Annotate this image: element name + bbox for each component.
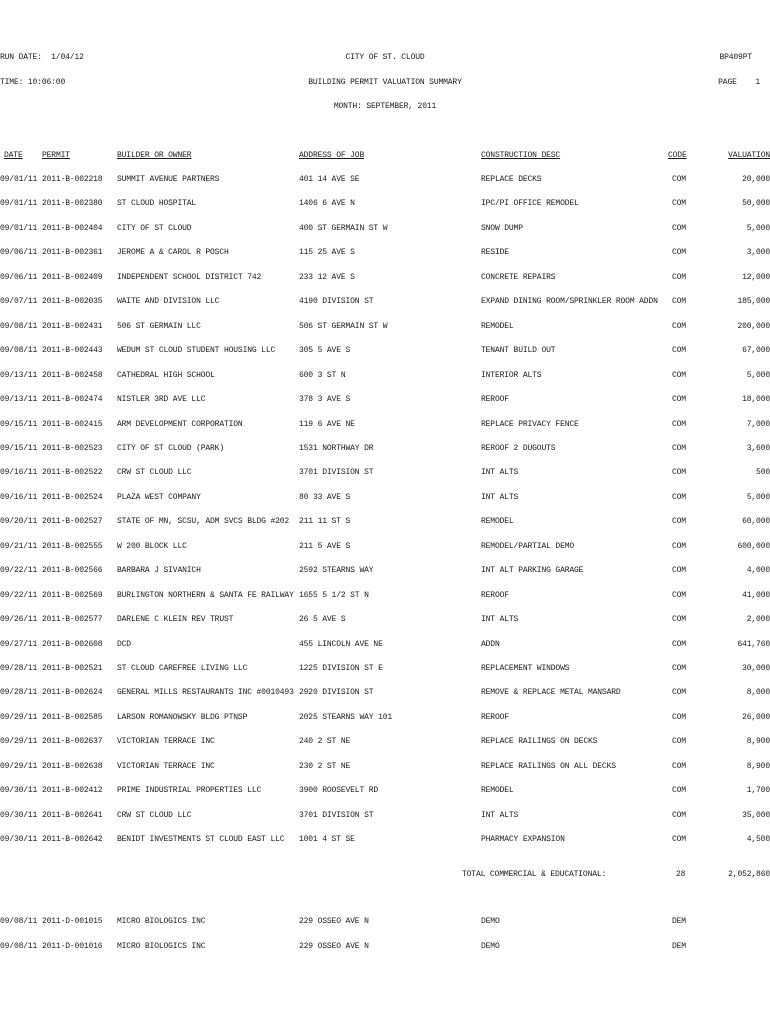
cell-permit: 2011-B-002523 xyxy=(42,443,103,453)
cell-permit: 2011-B-002458 xyxy=(42,370,103,380)
cell-builder: CITY OF ST CLOUD (PARK) xyxy=(117,443,224,453)
cell-date: 09/08/11 xyxy=(0,941,38,951)
cell-address: 229 OSSEO AVE N xyxy=(299,941,369,951)
cell-desc: REMODEL xyxy=(481,321,514,331)
cell-permit: 2011-B-002569 xyxy=(42,590,103,600)
col-date: DATE xyxy=(4,151,23,160)
table-row xyxy=(0,443,770,455)
cell-desc: DEMO xyxy=(481,941,500,951)
cell-builder: BARBARA J SIVANICH xyxy=(117,566,201,576)
cell-valuation: 8,900 xyxy=(746,761,770,771)
cell-address: 378 3 AVE S xyxy=(299,395,351,405)
cell-builder: VICTORIAN TERRACE INC xyxy=(117,761,215,771)
cell-permit: 2011-B-002218 xyxy=(42,175,103,184)
cell-desc: ADDN xyxy=(481,639,500,649)
total-label: TOTAL COMMERCIAL & EDUCATIONAL: xyxy=(462,870,607,879)
cell-valuation: 200,000 xyxy=(737,321,770,331)
cell-permit: 2011-B-002577 xyxy=(42,615,103,625)
report-title: BUILDING PERMIT VALUATION SUMMARY xyxy=(308,78,462,87)
cell-desc: REROOF xyxy=(481,712,509,722)
cell-date: 09/22/11 xyxy=(0,566,38,576)
cell-code: COM xyxy=(672,175,686,184)
cell-valuation: 8,900 xyxy=(746,737,770,747)
table-row xyxy=(0,941,770,953)
page-number: PAGE 1 xyxy=(718,78,760,87)
cell-date: 09/27/11 xyxy=(0,639,38,649)
cell-permit: 2011-B-002555 xyxy=(42,541,103,551)
cell-builder: JEROME A & CAROL R POSCH xyxy=(117,248,229,258)
cell-date: 09/15/11 xyxy=(0,443,38,453)
cell-permit: 2011-B-002566 xyxy=(42,566,103,576)
cell-permit: 2011-B-002412 xyxy=(42,786,103,796)
cell-code: COM xyxy=(672,321,686,331)
cell-desc: INT ALTS xyxy=(481,615,519,625)
cell-date: 09/30/11 xyxy=(0,835,38,845)
table-row xyxy=(0,541,770,553)
city-name: CITY OF ST. CLOUD xyxy=(345,53,425,62)
run-time: TIME: 10:06:00 xyxy=(0,78,66,87)
cell-address: 1655 5 1/2 ST N xyxy=(299,590,369,600)
cell-builder: INDEPENDENT SCHOOL DISTRICT 742 xyxy=(117,272,262,282)
cell-builder: PLAZA WEST COMPANY xyxy=(117,492,201,502)
table-row xyxy=(0,639,770,651)
col-builder: BUILDER OR OWNER xyxy=(117,151,192,160)
cell-address: 1406 6 AVE N xyxy=(299,199,355,209)
cell-valuation: 12,000 xyxy=(742,272,770,282)
cell-code: COM xyxy=(672,664,686,673)
cell-address: 1531 NORTHWAY DR xyxy=(299,443,374,453)
cell-date: 09/13/11 xyxy=(0,370,38,380)
cell-code: COM xyxy=(672,272,686,282)
cell-address: 305 5 AVE S xyxy=(299,346,351,356)
cell-code: COM xyxy=(672,492,686,502)
cell-valuation: 3,000 xyxy=(746,248,770,258)
cell-builder: CITY OF ST CLOUD xyxy=(117,223,192,233)
cell-code: COM xyxy=(672,712,686,722)
cell-valuation: 3,600 xyxy=(746,443,770,453)
cell-permit: 2011-B-002641 xyxy=(42,810,103,820)
col-desc: CONSTRUCTION DESC xyxy=(481,151,561,160)
table-row xyxy=(0,516,770,528)
col-address: ADDRESS OF JOB xyxy=(299,151,365,160)
cell-address: 229 OSSEO AVE N xyxy=(299,917,369,926)
cell-valuation: 7,000 xyxy=(746,419,770,429)
cell-desc: IPC/PI OFFICE REMODEL xyxy=(481,199,579,209)
cell-desc: REMODEL xyxy=(481,517,514,527)
cell-address: 600 3 ST N xyxy=(299,370,346,380)
cell-code: COM xyxy=(672,615,686,625)
cell-builder: LARSON ROMANOWSKY BLDG PTNSP xyxy=(117,712,248,722)
cell-address: 80 33 AVE S xyxy=(299,492,351,502)
cell-date: 09/16/11 xyxy=(0,468,38,478)
cell-builder: MICRO BIOLOGICS INC xyxy=(117,917,206,926)
cell-valuation: 2,000 xyxy=(746,615,770,625)
table-row xyxy=(0,614,770,626)
cell-desc: REROOF xyxy=(481,590,509,600)
cell-code: COM xyxy=(672,223,686,233)
cell-date: 09/01/11 xyxy=(0,199,38,209)
cell-code: COM xyxy=(672,443,686,453)
cell-permit: 2011-B-002409 xyxy=(42,272,103,282)
cell-desc: REROOF xyxy=(481,395,509,405)
cell-address: 2920 DIVISION ST xyxy=(299,688,374,698)
cell-valuation: 50,000 xyxy=(742,199,770,209)
table-row xyxy=(0,761,770,773)
table-row xyxy=(0,565,770,577)
cell-address: 3900 ROOSEVELT RD xyxy=(299,786,379,796)
cell-address: 1225 DIVISION ST E xyxy=(299,664,383,673)
total-count: 28 xyxy=(676,870,686,879)
cell-permit: 2011-B-002524 xyxy=(42,492,103,502)
table-row xyxy=(0,370,770,382)
cell-desc: INT ALT PARKING GARAGE xyxy=(481,566,584,576)
cell-date: 09/29/11 xyxy=(0,712,38,722)
cell-builder: WEDUM ST CLOUD STUDENT HOUSING LLC xyxy=(117,346,276,356)
cell-desc: TENANT BUILD OUT xyxy=(481,346,556,356)
table-row xyxy=(0,736,770,748)
table-row xyxy=(0,467,770,479)
cell-permit: 2011-B-002527 xyxy=(42,517,103,527)
table-row xyxy=(0,590,770,602)
cell-builder: GENERAL MILLS RESTAURANTS INC #0010493 xyxy=(117,688,294,698)
table-row xyxy=(0,663,770,675)
cell-code: DEM xyxy=(672,917,686,926)
table-row xyxy=(0,174,770,186)
cell-address: 115 25 AVE S xyxy=(299,248,355,258)
cell-date: 09/08/11 xyxy=(0,321,38,331)
cell-valuation: 5,000 xyxy=(746,492,770,502)
cell-builder: ST CLOUD HOSPITAL xyxy=(117,199,197,209)
cell-date: 09/21/11 xyxy=(0,541,38,551)
cell-date: 09/30/11 xyxy=(0,810,38,820)
cell-valuation: 185,000 xyxy=(737,297,770,307)
cell-permit: 2011-B-002415 xyxy=(42,419,103,429)
table-row xyxy=(0,296,770,308)
cell-desc: RESIDE xyxy=(481,248,509,258)
cell-desc: REPLACEMENT WINDOWS xyxy=(481,664,570,673)
cell-address: 4190 DIVISION ST xyxy=(299,297,374,307)
cell-permit: 2011-B-002637 xyxy=(42,737,103,747)
report-id: BP409PT xyxy=(719,53,752,62)
cell-builder: DARLENE C KLEIN REV TRUST xyxy=(117,615,234,625)
cell-code: COM xyxy=(672,786,686,796)
cell-desc: INT ALTS xyxy=(481,468,519,478)
cell-address: 119 6 AVE NE xyxy=(299,419,355,429)
cell-date: 09/08/11 xyxy=(0,917,38,926)
cell-code: COM xyxy=(672,199,686,209)
cell-valuation: 26,000 xyxy=(742,712,770,722)
cell-permit: 2011-B-002624 xyxy=(42,688,103,698)
cell-valuation: 4,500 xyxy=(746,835,770,845)
table-row xyxy=(0,247,770,259)
cell-permit: 2011-D-001015 xyxy=(42,917,103,926)
cell-code: COM xyxy=(672,395,686,405)
run-date: RUN DATE: 1/04/12 xyxy=(0,53,84,62)
cell-permit: 2011-B-002361 xyxy=(42,248,103,258)
cell-builder: NISTLER 3RD AVE LLC xyxy=(117,395,206,405)
cell-valuation: 67,000 xyxy=(742,346,770,356)
cell-permit: 2011-B-002522 xyxy=(42,468,103,478)
cell-date: 09/06/11 xyxy=(0,272,38,282)
cell-builder: CRW ST CLOUD LLC xyxy=(117,468,192,478)
cell-code: COM xyxy=(672,248,686,258)
report-month: MONTH: SEPTEMBER, 2011 xyxy=(333,102,437,111)
cell-permit: 2011-B-002404 xyxy=(42,223,103,233)
table-row xyxy=(0,394,770,406)
cell-date: 09/06/11 xyxy=(0,248,38,258)
cell-code: COM xyxy=(672,835,686,845)
cell-permit: 2011-B-002585 xyxy=(42,712,103,722)
cell-valuation: 5,000 xyxy=(746,223,770,233)
cell-builder: BURLINGTON NORTHERN & SANTA FE RAILWAY xyxy=(117,590,294,600)
cell-desc: INTERIOR ALTS xyxy=(481,370,542,380)
cell-code: COM xyxy=(672,688,686,698)
cell-builder: CRW ST CLOUD LLC xyxy=(117,810,192,820)
cell-code: COM xyxy=(672,761,686,771)
col-valuation: VALUATION xyxy=(728,151,770,160)
cell-date: 09/29/11 xyxy=(0,737,38,747)
cell-code: COM xyxy=(672,810,686,820)
cell-date: 09/20/11 xyxy=(0,517,38,527)
cell-address: 240 2 ST NE xyxy=(299,737,351,747)
total-row xyxy=(0,869,770,881)
cell-date: 09/08/11 xyxy=(0,346,38,356)
cell-builder: ST CLOUD CAREFREE LIVING LLC xyxy=(117,664,248,673)
cell-date: 09/16/11 xyxy=(0,492,38,502)
col-permit: PERMIT xyxy=(42,151,70,160)
cell-desc: CONCRETE REPAIRS xyxy=(481,272,556,282)
total-valuation: 2,052,860 xyxy=(728,870,770,879)
table-row xyxy=(0,785,770,797)
cell-valuation: 35,000 xyxy=(742,810,770,820)
cell-date: 09/15/11 xyxy=(0,419,38,429)
cell-valuation: 641,760 xyxy=(737,639,770,649)
cell-code: DEM xyxy=(672,941,686,951)
cell-date: 09/28/11 xyxy=(0,664,38,673)
cell-valuation: 41,000 xyxy=(742,590,770,600)
cell-desc: REPLACE DECKS xyxy=(481,175,542,184)
cell-address: 230 2 ST NE xyxy=(299,761,351,771)
cell-date: 09/28/11 xyxy=(0,688,38,698)
cell-code: COM xyxy=(672,639,686,649)
col-code: CODE xyxy=(668,151,687,160)
cell-permit: 2011-B-002380 xyxy=(42,199,103,209)
cell-valuation: 30,000 xyxy=(742,664,770,673)
cell-builder: ARM DEVELOPMENT CORPORATION xyxy=(117,419,243,429)
cell-desc: REROOF 2 DUGOUTS xyxy=(481,443,556,453)
cell-desc: REPLACE RAILINGS ON DECKS xyxy=(481,737,598,747)
column-header-row xyxy=(0,150,770,162)
cell-desc: REPLACE PRIVACY FENCE xyxy=(481,419,579,429)
cell-address: 506 ST GERMAIN ST W xyxy=(299,321,388,331)
cell-builder: VICTORIAN TERRACE INC xyxy=(117,737,215,747)
cell-builder: STATE OF MN, SCSU, ADM SVCS BLDG #202 xyxy=(117,517,290,527)
cell-builder: DCD xyxy=(117,639,131,649)
table-row xyxy=(0,687,770,699)
cell-code: COM xyxy=(672,541,686,551)
cell-permit: 2011-B-002642 xyxy=(42,835,103,845)
cell-permit: 2011-B-002443 xyxy=(42,346,103,356)
cell-desc: PHARMACY EXPANSION xyxy=(481,835,565,845)
cell-permit: 2011-D-001016 xyxy=(42,941,103,951)
cell-code: COM xyxy=(672,566,686,576)
header-line-1 xyxy=(0,52,770,64)
cell-address: 26 5 AVE S xyxy=(299,615,346,625)
header-line-3 xyxy=(0,101,770,113)
table-row xyxy=(0,321,770,333)
cell-code: COM xyxy=(672,737,686,747)
cell-address: 211 11 ST S xyxy=(299,517,351,527)
cell-date: 09/29/11 xyxy=(0,761,38,771)
cell-desc: REMODEL xyxy=(481,786,514,796)
cell-desc: REPLACE RAILINGS ON ALL DECKS xyxy=(481,761,616,771)
cell-address: 3701 DIVISION ST xyxy=(299,468,374,478)
cell-permit: 2011-B-002638 xyxy=(42,761,103,771)
cell-date: 09/22/11 xyxy=(0,590,38,600)
cell-valuation: 4,000 xyxy=(746,566,770,576)
cell-permit: 2011-B-002474 xyxy=(42,395,103,405)
cell-builder: WAITE AND DIVISION LLC xyxy=(117,297,220,307)
cell-date: 09/01/11 xyxy=(0,175,38,184)
cell-address: 211 5 AVE S xyxy=(299,541,351,551)
cell-desc: REMOVE & REPLACE METAL MANSARD xyxy=(481,688,621,698)
cell-desc: DEMO xyxy=(481,917,500,926)
cell-desc: REMODEL/PARTIAL DEMO xyxy=(481,541,575,551)
cell-address: 1001 4 ST SE xyxy=(299,835,355,845)
cell-date: 09/13/11 xyxy=(0,395,38,405)
cell-valuation: 60,000 xyxy=(742,517,770,527)
cell-permit: 2011-B-002431 xyxy=(42,321,103,331)
cell-code: COM xyxy=(672,517,686,527)
cell-builder: CATHEDRAL HIGH SCHOOL xyxy=(117,370,215,380)
cell-address: 3701 DIVISION ST xyxy=(299,810,374,820)
cell-code: COM xyxy=(672,419,686,429)
cell-code: COM xyxy=(672,297,686,307)
cell-code: COM xyxy=(672,590,686,600)
cell-builder: 506 ST GERMAIN LLC xyxy=(117,321,201,331)
cell-date: 09/26/11 xyxy=(0,615,38,625)
table-row xyxy=(0,223,770,235)
cell-desc: INT ALTS xyxy=(481,810,519,820)
cell-date: 09/07/11 xyxy=(0,297,38,307)
table-row xyxy=(0,198,770,210)
cell-valuation: 18,000 xyxy=(742,395,770,405)
cell-builder: PRIME INDUSTRIAL PROPERTIES LLC xyxy=(117,786,262,796)
cell-builder: BENIDT INVESTMENTS ST CLOUD EAST LLC xyxy=(117,835,285,845)
table-row xyxy=(0,810,770,822)
cell-address: 2592 STEARNS WAY xyxy=(299,566,374,576)
table-row xyxy=(0,834,770,846)
cell-address: 400 ST GERMAIN ST W xyxy=(299,223,388,233)
cell-address: 2025 STEARNS WAY 101 xyxy=(299,712,393,722)
table-row xyxy=(0,419,770,431)
cell-desc: INT ALTS xyxy=(481,492,519,502)
header-line-2 xyxy=(0,77,770,89)
cell-code: COM xyxy=(672,468,686,478)
cell-code: COM xyxy=(672,346,686,356)
cell-date: 09/01/11 xyxy=(0,223,38,233)
cell-valuation: 1,700 xyxy=(746,786,770,796)
table-row xyxy=(0,492,770,504)
cell-permit: 2011-B-002608 xyxy=(42,639,103,649)
cell-desc: SNOW DUMP xyxy=(481,223,523,233)
cell-address: 401 14 AVE SE xyxy=(299,175,360,184)
table-row xyxy=(0,345,770,357)
cell-valuation: 8,000 xyxy=(746,688,770,698)
table-row xyxy=(0,916,770,928)
cell-valuation: 500 xyxy=(756,468,770,478)
cell-date: 09/30/11 xyxy=(0,786,38,796)
cell-permit: 2011-B-002521 xyxy=(42,664,103,673)
cell-code: COM xyxy=(672,370,686,380)
cell-valuation: 20,000 xyxy=(742,175,770,184)
cell-permit: 2011-B-002035 xyxy=(42,297,103,307)
cell-valuation: 5,000 xyxy=(746,370,770,380)
table-row xyxy=(0,272,770,284)
cell-valuation: 600,000 xyxy=(737,541,770,551)
cell-desc: EXPAND DINING ROOM/SPRINKLER ROOM ADDN xyxy=(481,297,658,307)
cell-builder: MICRO BIOLOGICS INC xyxy=(117,941,206,951)
cell-builder: SUMMIT AVENUE PARTNERS xyxy=(117,175,220,184)
cell-address: 233 12 AVE S xyxy=(299,272,355,282)
cell-builder: W 200 BLOCK LLC xyxy=(117,541,187,551)
table-row xyxy=(0,712,770,724)
cell-address: 455 LINCOLN AVE NE xyxy=(299,639,383,649)
